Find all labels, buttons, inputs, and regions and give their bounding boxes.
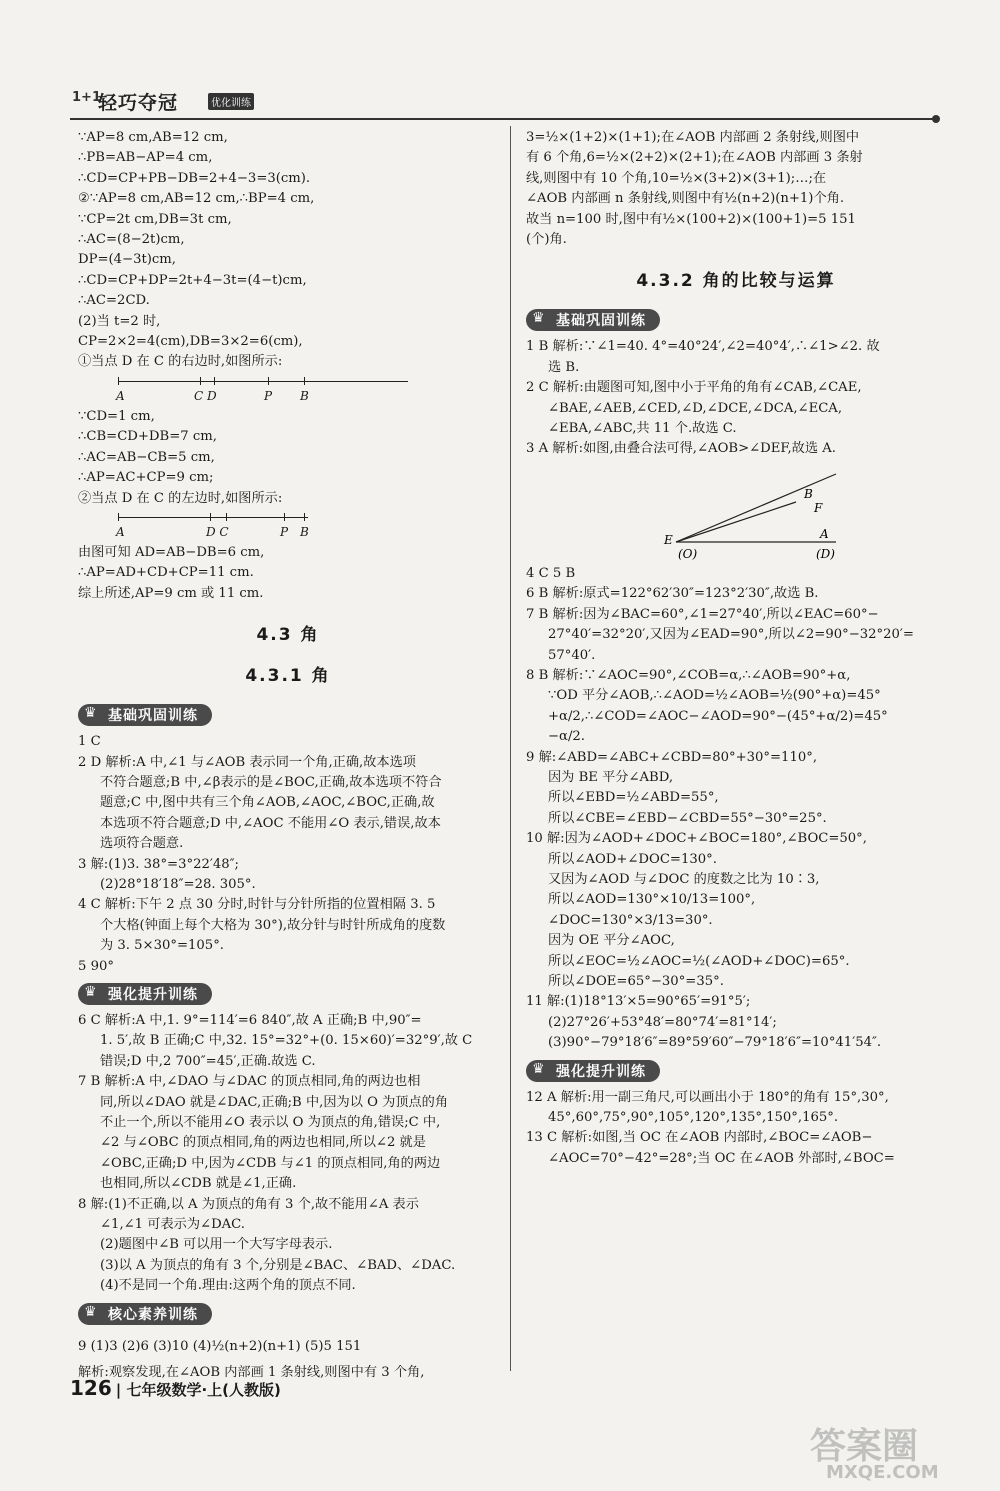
text-line: ∠OBC,正确;D 中,因为∠CDB 与∠1 的顶点相同,角的两边 xyxy=(100,1155,441,1171)
header-rule xyxy=(70,118,936,120)
answer-r-q9 xyxy=(526,748,946,830)
text-line: ∴PB=AB−AP=4 cm, xyxy=(78,150,213,166)
seg2-label-b: B xyxy=(300,524,309,539)
answer-r-q13 xyxy=(526,1128,946,1169)
answer-q8 xyxy=(78,1195,498,1297)
segment-figure-2 xyxy=(118,511,408,539)
section-heading-4-3-2: 4.3.2 角的比较与运算 xyxy=(636,271,836,292)
page-number: 126 xyxy=(70,1376,112,1400)
answer-r-q3: 3 A 解析:如图,由叠合法可得,∠AOB>∠DEF,故选 A. xyxy=(526,441,836,457)
text-line: (4)不是同一个角.理由:这两个角的顶点不同. xyxy=(100,1278,356,1294)
section-heading-4-3-1: 4.3.1 角 xyxy=(245,666,331,687)
text-line: 也相同,所以∠CDB 就是∠1,正确. xyxy=(100,1176,297,1192)
text-line: DP=(4−3t)cm, xyxy=(78,252,176,268)
text-line: (2)题图中∠B 可以用一个大写字母表示. xyxy=(100,1237,333,1253)
text-line: −α/2. xyxy=(548,729,585,745)
text-line: 57°40′. xyxy=(548,647,596,663)
brand-logo-icon: 1+1 xyxy=(72,90,101,105)
answer-r-q8 xyxy=(526,666,946,748)
fig-label-f: F xyxy=(814,500,823,515)
text-line: 3=½×(1+2)×(1+1);在∠AOB 内部画 2 条射线,则图中 xyxy=(526,130,860,145)
section-heading-4-3: 4.3 角 xyxy=(256,625,320,646)
fig-label-d: (D) xyxy=(816,546,835,560)
brand-title: 轻巧夺冠 xyxy=(98,92,179,114)
text-line: +α/2,∴∠COD=∠AOC−∠AOD=90°−(45°+α/2)=45° xyxy=(548,708,888,724)
fig-label-e: E xyxy=(664,532,673,547)
crown-icon: ♛ xyxy=(84,705,98,722)
answer-r-q2 xyxy=(526,378,946,439)
text-line: ∠AOC=70°−42°=28°;当 OC 在∠AOB 外部时,∠BOC= xyxy=(548,1150,895,1166)
answer-q4 xyxy=(78,895,498,956)
angle-figure-svg xyxy=(566,464,866,560)
seg1-label-cd: C D xyxy=(194,388,217,403)
banner-basic-training: ♛ 基础巩固训练 xyxy=(78,704,212,726)
text-line: ∠1,∠1 可表示为∠DAC. xyxy=(100,1217,245,1233)
fig-label-b: B xyxy=(804,486,813,501)
text-line: 为 3. 5×30°=105°. xyxy=(100,938,224,954)
page-footer: 126 | 七年级数学·上(人教版) xyxy=(70,1376,281,1400)
text-line: ∠2 与∠OBC 的顶点相同,角的两边也相同,所以∠2 就是 xyxy=(100,1135,426,1151)
text-line: CP=2×2=4(cm),DB=3×2=6(cm), xyxy=(78,334,303,350)
left-column xyxy=(78,128,498,1384)
text-line: 8 解:(1)不正确,以 A 为顶点的角有 3 个,故不能用∠A 表示 xyxy=(78,1196,419,1212)
text-line: 因为 OE 平分∠AOC, xyxy=(548,933,675,949)
answer-q6 xyxy=(78,1011,498,1072)
column-divider xyxy=(510,126,511,1371)
text-line: 选 B. xyxy=(548,359,580,375)
text-line: (2)28°18′18″=28. 305°. xyxy=(100,876,256,892)
crown-icon: ♛ xyxy=(84,984,98,1000)
crown-icon: ♛ xyxy=(84,1303,98,1320)
text-line: 不符合题意;B 中,∠β表示的是∠BOC,正确,故本选项不符合 xyxy=(100,774,442,790)
page-header xyxy=(68,88,940,116)
text-line: 又因为∠AOD 与∠DOC 的度数之比为 10∶3, xyxy=(548,871,820,887)
left-case1-lines xyxy=(78,407,498,509)
text-line: 因为 BE 平分∠ABD, xyxy=(548,769,674,785)
banner-basic-training-right: ♛ 基础巩固训练 xyxy=(526,309,660,331)
text-line: ∠EBA,∠ABC,共 11 个.故选 C. xyxy=(548,421,737,437)
answer-r-q11 xyxy=(526,992,946,1053)
text-line: ∵AP=8 cm,AB=12 cm, xyxy=(78,130,228,145)
text-line: 45°,60°,75°,90°,105°,120°,135°,150°,165°. xyxy=(548,1110,839,1126)
answer-r-q10 xyxy=(526,829,946,992)
text-line: (3)90°−79°18′6″=89°59′60″−79°18′6″=10°41′54″. xyxy=(548,1035,882,1051)
text-line: 故当 n=100 时,图中有½×(100+2)×(100+1)=5 151 xyxy=(526,211,856,227)
text-line: (2)27°26′+53°48′=80°74′=81°14′; xyxy=(548,1014,777,1030)
text-line: ②∵AP=8 cm,AB=12 cm,∴BP=4 cm, xyxy=(78,191,315,207)
text-line: ∵CD=1 cm, xyxy=(78,408,155,424)
seg1-label-b: B xyxy=(300,388,309,403)
text-line: 同,所以∠DAO 就是∠DAC,正确;B 中,因为以 O 为顶点的角 xyxy=(100,1094,449,1110)
text-line: 所以∠EBD=½∠ABD=55°, xyxy=(548,790,719,806)
text-line: 综上所述,AP=9 cm 或 11 cm. xyxy=(78,585,264,601)
text-line: 6 C 解析:A 中,1. 9°=114′=6 840″,故 A 正确;B 中,90″= xyxy=(78,1013,422,1028)
text-line: (个)角. xyxy=(526,232,567,248)
text-line: 选项符合题意. xyxy=(100,836,184,852)
text-line: ①当点 D 在 C 的右边时,如图所示: xyxy=(78,354,283,370)
text-line: ∠AOB 内部画 n 条射线,则图中有½(n+2)(n+1)个角. xyxy=(526,191,845,207)
text-line: ∵OD 平分∠AOB,∴∠AOD=½∠AOB=½(90°+α)=45° xyxy=(548,688,881,704)
banner-advanced-training-right: ♛ 强化提升训练 xyxy=(526,1060,660,1082)
text-line: 8 B 解析:∵∠AOC=90°,∠COB=α,∴∠AOB=90°+α, xyxy=(526,667,851,683)
text-line: ②当点 D 在 C 的左边时,如图所示: xyxy=(78,490,283,506)
text-line: 个大格(钟面上每个大格为 30°),故分针与时针所成角的度数 xyxy=(100,917,446,933)
answer-q5: 5 90° xyxy=(78,958,114,974)
text-line: 11 解:(1)18°13′×5=90°65′=91°5′; xyxy=(526,994,751,1010)
book-title: 七年级数学·上(人教版) xyxy=(126,1381,281,1399)
text-line: (3)以 A 为顶点的角有 3 个,分别是∠BAC、∠BAD、∠DAC. xyxy=(100,1257,456,1273)
fig-label-o: (O) xyxy=(678,546,698,560)
text-line: 所以∠AOD+∠DOC=130°. xyxy=(548,851,717,867)
text-line: 10 解:因为∠AOD+∠DOC+∠BOC=180°,∠BOC=50°, xyxy=(526,831,867,847)
seg2-label-dc: D C xyxy=(206,524,229,539)
watermark-brand: 答案圈 xyxy=(810,1426,919,1467)
header-dot xyxy=(932,115,940,123)
answer-q9-analysis: 解析:观察发现,在∠AOB 内部画 1 条射线,则图中有 3 个角, xyxy=(78,1365,425,1381)
text-line: 错误;D 中,2 700″=45′,正确.故选 C. xyxy=(100,1053,316,1069)
text-line: 2 C 解析:由题图可知,图中小于平角的角有∠CAB,∠CAE, xyxy=(526,380,862,396)
answer-q1: 1 C xyxy=(78,734,101,750)
text-line: 所以∠CBE=∠EBD−∠CBD=55°−30°=25°. xyxy=(548,810,827,826)
text-line: ∴AC=(8−2t)cm, xyxy=(78,232,185,248)
text-line: 线,则图中有 10 个角,10=½×(3+2)×(3+1);…;在 xyxy=(526,170,827,186)
text-line: ∵CP=2t cm,DB=3t cm, xyxy=(78,211,232,227)
answer-r-q1 xyxy=(526,337,946,378)
seg1-label-a: A xyxy=(116,388,125,403)
text-line: ∴CD=CP+PB−DB=2+4−3=3(cm). xyxy=(78,170,311,186)
text-line: 4 C 解析:下午 2 点 30 分时,时针与分针所指的位置相隔 3. 5 xyxy=(78,897,436,913)
text-line: (2)当 t=2 时, xyxy=(78,313,161,329)
banner-advanced-training: ♛ 强化提升训练 xyxy=(78,983,212,1005)
watermark-site: MXQE.COM xyxy=(826,1462,939,1483)
text-line: 所以∠DOE=65°−30°=35°. xyxy=(548,974,724,989)
seg2-label-a: A xyxy=(116,524,125,539)
answer-r-q7 xyxy=(526,605,946,666)
text-line: 7 B 解析:A 中,∠DAO 与∠DAC 的顶点相同,角的两边也相 xyxy=(78,1074,421,1090)
ray-ef xyxy=(676,502,796,542)
text-line: ∴AC=AB−CB=5 cm, xyxy=(78,449,215,465)
answer-q2 xyxy=(78,753,498,855)
right-column xyxy=(526,128,946,1169)
ray-eb xyxy=(676,474,836,542)
text-line: 27°40′=32°20′,又因为∠EAD=90°,所以∠2=90°−32°20′= xyxy=(548,627,914,643)
text-line: 由图可知 AD=AB−DB=6 cm, xyxy=(78,544,265,560)
text-line: 3 解:(1)3. 38°=3°22′48″; xyxy=(78,856,239,872)
fig-label-a: A xyxy=(820,526,829,541)
banner-core-literacy: ♛ 核心素养训练 xyxy=(78,1303,212,1325)
angle-comparison-figure xyxy=(566,464,866,560)
text-line: 不止一个,所以不能用∠O 表示以 O 为顶点的角,错误;C 中, xyxy=(100,1115,441,1131)
answer-r-q12 xyxy=(526,1088,946,1129)
text-line: ∠DOC=130°×3/13=30°. xyxy=(548,912,713,928)
text-line: 2 D 解析:A 中,∠1 与∠AOB 表示同一个角,正确,故本选项 xyxy=(78,754,416,770)
left-conclusion-lines xyxy=(78,543,498,604)
text-line: ∴AC=2CD. xyxy=(78,293,150,309)
seg1-label-p: P xyxy=(264,388,273,403)
text-line: ∴AP=AC+CP=9 cm; xyxy=(78,470,214,486)
text-line: ∴CB=CD+DB=7 cm, xyxy=(78,429,217,445)
crown-icon: ♛ xyxy=(532,1060,546,1077)
text-line: 1 B 解析:∵∠1=40. 4°=40°24′,∠2=40°4′,∴∠1>∠2. 故 xyxy=(526,339,880,355)
text-line: 所以∠AOD=130°×10/13=100°, xyxy=(548,892,756,908)
crown-icon: ♛ xyxy=(532,310,546,327)
text-line: 题意;C 中,图中共有三个角∠AOB,∠AOC,∠BOC,正确,故 xyxy=(100,795,435,811)
text-line: 13 C 解析:如图,当 OC 在∠AOB 内部时,∠BOC=∠AOB− xyxy=(526,1130,873,1146)
text-line: 有 6 个角,6=½×(2+2)×(2+1);在∠AOB 内部画 3 条射 xyxy=(526,150,863,166)
text-line: 本选项不符合题意;D 中,∠AOC 不能用∠O 表示,错误,故本 xyxy=(100,815,441,831)
answer-q7 xyxy=(78,1072,498,1194)
segment-figure-1 xyxy=(118,375,408,403)
brand-subtitle: 优化训练 xyxy=(208,93,254,110)
text-line: 7 B 解析:因为∠BAC=60°,∠1=27°40′,所以∠EAC=60°− xyxy=(526,606,879,622)
text-line: 所以∠EOC=½∠AOC=½(∠AOD+∠DOC)=65°. xyxy=(548,953,850,969)
answer-r-q6: 6 B 解析:原式=122°62′30″=123°2′30″,故选 B. xyxy=(526,586,819,602)
text-line: 1. 5′,故 B 正确;C 中,32. 15°=32°+(0. 15×60)′=32°9′,故 C xyxy=(100,1033,473,1049)
right-continued-lines xyxy=(526,128,946,250)
answer-q3 xyxy=(78,855,498,896)
text-line: ∠BAE,∠AEB,∠CED,∠D,∠DCE,∠DCA,∠ECA, xyxy=(548,400,843,416)
answer-r-q4-q5: 4 C 5 B xyxy=(526,565,576,581)
text-line: ∴AP=AD+CD+CP=11 cm. xyxy=(78,565,254,581)
left-intro-lines xyxy=(78,128,498,373)
text-line: 9 解:∠ABD=∠ABC+∠CBD=80°+30°=110°, xyxy=(526,749,818,765)
seg2-label-p: P xyxy=(280,524,289,539)
text-line: 12 A 解析:用一副三角尺,可以画出小于 180°的角有 15°,30°, xyxy=(526,1089,889,1105)
text-line: ∴CD=CP+DP=2t+4−3t=(4−t)cm, xyxy=(78,272,307,288)
answer-q9: 9 (1)3 (2)6 (3)10 (4)½(n+2)(n+1) (5)5 151 xyxy=(78,1338,362,1354)
